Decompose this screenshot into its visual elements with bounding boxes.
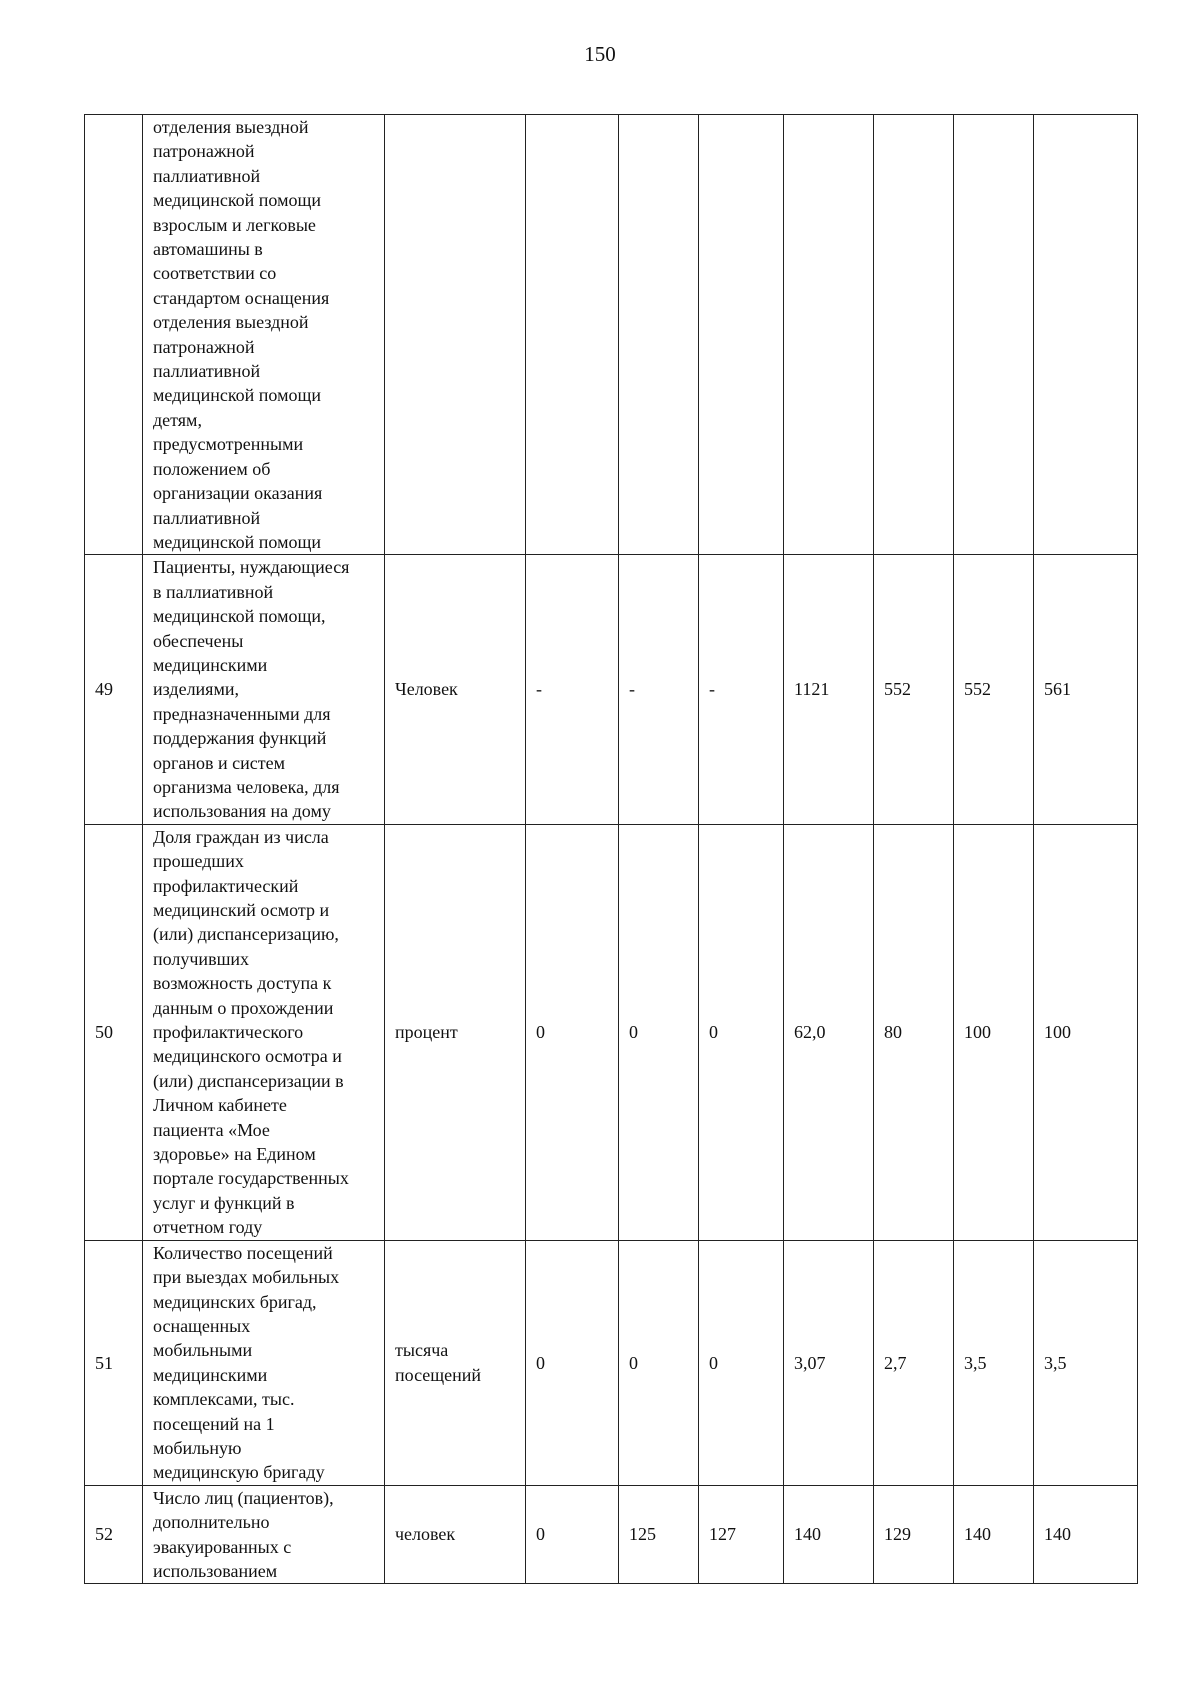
value-cell: 0 (699, 824, 784, 1240)
value-cell: 0 (699, 1240, 784, 1485)
value-cell: 125 (619, 1485, 699, 1584)
value-cell (699, 115, 784, 555)
value-cell: 127 (699, 1485, 784, 1584)
table-row (85, 555, 1138, 824)
value-cell: 0 (619, 1240, 699, 1485)
table-row (85, 824, 1138, 1240)
unit-cell: процент (385, 824, 526, 1240)
value-cell: 80 (874, 824, 954, 1240)
value-cell (526, 115, 619, 555)
row-number: 51 (85, 1240, 143, 1485)
page-number: 150 (584, 42, 616, 66)
value-cell: 0 (526, 824, 619, 1240)
table-row (85, 1485, 1138, 1584)
row-number: 49 (85, 555, 143, 824)
indicator-description: Пациенты, нуждающиеся в паллиативной медицинской помощи, обеспечены медицинскими изделиями, предназначенными для поддержания функций органов и систем организма человека, для использования на дому (143, 555, 385, 824)
value-cell: 552 (954, 555, 1034, 824)
value-cell: 140 (1034, 1485, 1138, 1584)
indicator-description: Доля граждан из числа прошедших профилактический медицинский осмотр и (или) диспансеризацию, получивших возможность доступа к данным о прохождении профилактического медицинского осмотра и (или) диспансеризации в Личном кабинете пациента «Мое здоровье» на Едином портале государственных услуг и функций в отчетном году (143, 824, 385, 1240)
value-cell: 3,5 (1034, 1240, 1138, 1485)
table-row (85, 1240, 1138, 1485)
value-cell: 0 (526, 1485, 619, 1584)
row-number: 52 (85, 1485, 143, 1584)
indicator-description: Количество посещений при выездах мобильных медицинских бригад, оснащенных мобильными медицинскими комплексами, тыс. посещений на 1 мобильную медицинскую бригаду (143, 1240, 385, 1485)
value-cell: 140 (784, 1485, 874, 1584)
value-cell: - (619, 555, 699, 824)
value-cell: 3,07 (784, 1240, 874, 1485)
row-number (85, 115, 143, 555)
value-cell: 0 (526, 1240, 619, 1485)
value-cell: 140 (954, 1485, 1034, 1584)
value-cell: - (699, 555, 784, 824)
value-cell: 552 (874, 555, 954, 824)
value-cell (954, 115, 1034, 555)
indicator-description: отделения выездной патронажной паллиативной медицинской помощи взрослым и легковые автомашины в соответствии со стандартом оснащения отделения выездной патронажной паллиативной медицинской помощи детям, предусмотренными положением об организации оказания паллиативной медицинской помощи (143, 115, 385, 555)
unit-cell: тысяча посещений (385, 1240, 526, 1485)
unit-cell (385, 115, 526, 555)
value-cell: 100 (954, 824, 1034, 1240)
value-cell: 2,7 (874, 1240, 954, 1485)
unit-cell: человек (385, 1485, 526, 1584)
indicators-table (84, 114, 1138, 1584)
value-cell: 62,0 (784, 824, 874, 1240)
value-cell: 129 (874, 1485, 954, 1584)
value-cell: 3,5 (954, 1240, 1034, 1485)
row-number: 50 (85, 824, 143, 1240)
indicator-description: Число лиц (пациентов), дополнительно эвакуированных с использованием (143, 1485, 385, 1584)
table-row (85, 115, 1138, 555)
value-cell (784, 115, 874, 555)
value-cell: 0 (619, 824, 699, 1240)
value-cell (619, 115, 699, 555)
value-cell (1034, 115, 1138, 555)
value-cell: 561 (1034, 555, 1138, 824)
value-cell: - (526, 555, 619, 824)
value-cell: 100 (1034, 824, 1138, 1240)
value-cell: 1121 (784, 555, 874, 824)
value-cell (874, 115, 954, 555)
unit-cell: Человек (385, 555, 526, 824)
